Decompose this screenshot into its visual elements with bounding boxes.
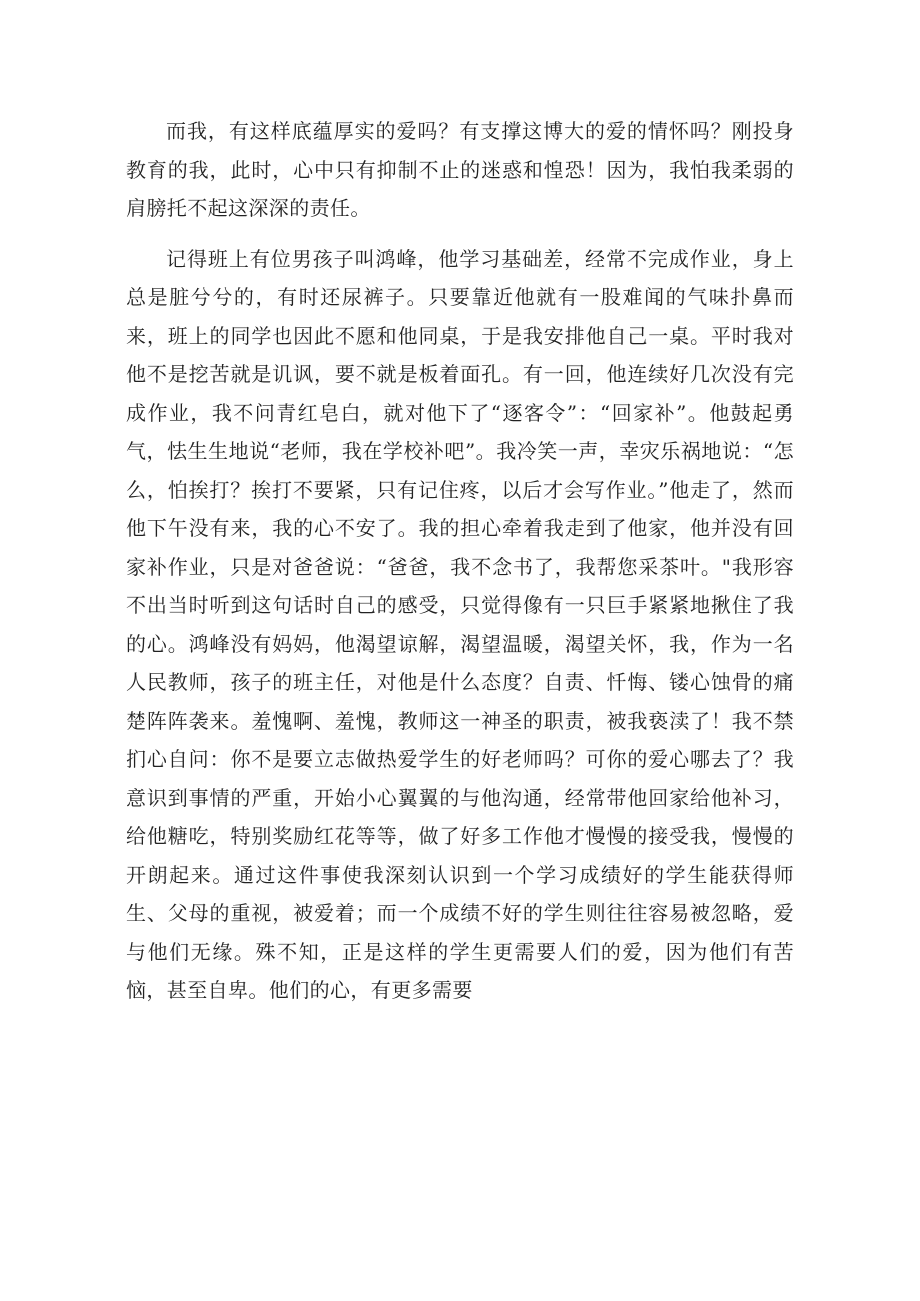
paragraph-1: 而我，有这样底蕴厚实的爱吗？有支撑这博大的爱的情怀吗？刚投身教育的我，此时，心中只有抑制不止的迷惑和惶恐！因为，我怕我柔弱的肩膀托不起这深深的责任。	[126, 119, 794, 220]
document-body	[126, 112, 794, 1010]
paragraph-2: 记得班上有位男孩子叫鸿峰，他学习基础差，经常不完成作业，身上总是脏兮兮的，有时还尿裤子。只要靠近他就有一股难闻的气味扑鼻而来，班上的同学也因此不愿和他同桌，于是我安排他自己一桌。平时我对他不是挖苦就是讥讽，要不就是板着面孔。有一回，他连续好几次没有完成作业，我不问青红皂白，就对他下了“逐客令”：“回家补”。他鼓起勇气，怯生生地说“老师，我在学校补吧”。我冷笑一声，幸灾乐祸地说：“怎么，怕挨打？挨打不要紧，只有记住疼，以后才会写作业。”他走了，然而他下午没有来，我的心不安了。我的担心牵着我走到了他家，他并没有回家补作业，只是对爸爸说：“爸爸，我不念书了，我帮您采茶叶。"我形容不出当时听到这句话时自己的感受，只觉得像有一只巨手紧紧地揪住了我的心。鸿峰没有妈妈，他渴望谅解，渴望温暖，渴望关怀，我，作为一名人民教师，孩子的班主任，对他是什么态度？自责、忏悔、镂心蚀骨的痛楚阵阵袭来。羞愧啊、羞愧，教师这一神圣的职责，被我亵渎了！我不禁扪心自问：你不是要立志做热爱学生的好老师吗？可你的爱心哪去了？我意识到事情的严重，开始小心翼翼的与他沟通，经常带他回家给他补习，给他糖吃，特别奖励红花等等，做了好多工作他才慢慢的接受我，慢慢的开朗起来。通过这件事使我深刻认识到一个学习成绩好的学生能获得师生、父母的重视，被爱着；而一个成绩不好的学生则往往容易被忽略，爱与他们无缘。殊不知，正是这样的学生更需要人们的爱，因为他们有苦恼，甚至自卑。他们的心，有更多需要	[126, 246, 794, 1002]
